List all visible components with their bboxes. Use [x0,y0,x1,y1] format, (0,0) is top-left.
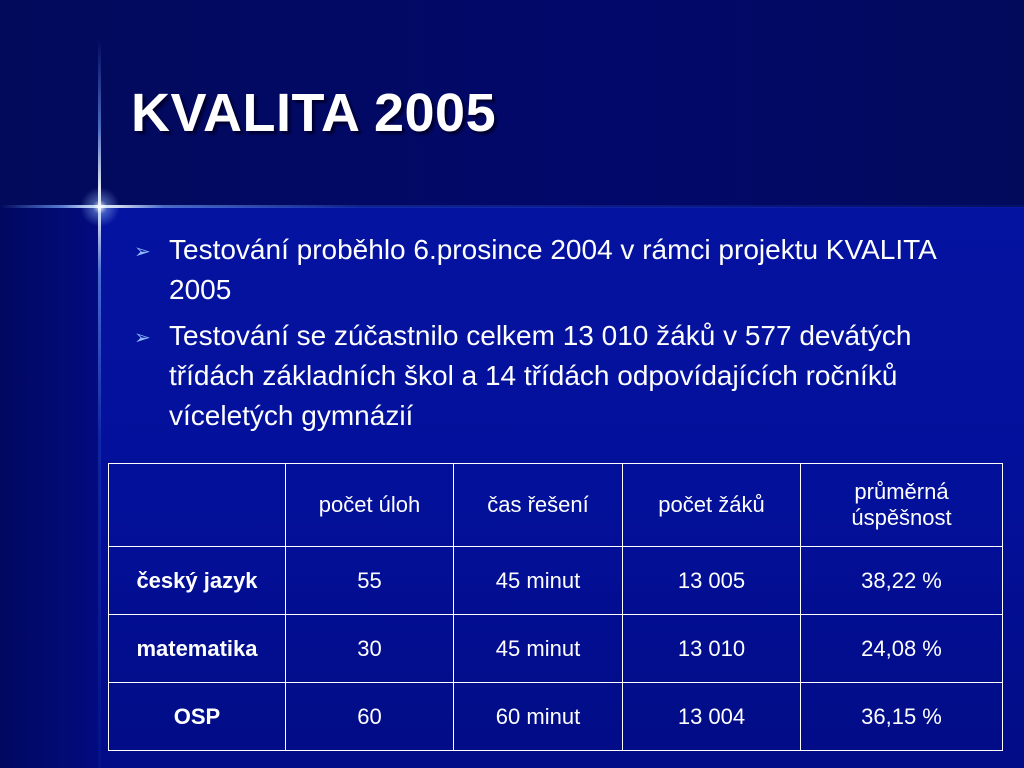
table-row [109,615,1003,683]
row-success: 24,08 % [801,615,1003,683]
vertical-light-line [98,40,101,768]
arrow-bullet-icon: ➢ [134,327,151,349]
header-cell-students: počet žáků [623,464,801,547]
sparkle-icon [80,187,120,227]
row-students: 13 004 [623,683,801,751]
row-time: 45 minut [454,547,623,615]
header-cell-tasks: počet úloh [286,464,454,547]
header-cell-empty [109,464,286,547]
row-students: 13 005 [623,547,801,615]
bullet-item [132,316,992,436]
table-header-row [109,464,1003,547]
row-subject: český jazyk [109,547,286,615]
row-success: 38,22 % [801,547,1003,615]
row-tasks: 30 [286,615,454,683]
row-time: 45 minut [454,615,623,683]
row-students: 13 010 [623,615,801,683]
row-success: 36,15 % [801,683,1003,751]
bullet-list [132,230,992,442]
bullet-text: Testování se zúčastnilo celkem 13 010 žáků v 577 devátých třídách základních škol a 14 třídách odpovídajících ročníků víceletých gymnázií [169,320,912,431]
bullet-item [132,230,992,310]
row-subject: OSP [109,683,286,751]
row-subject: matematika [109,615,286,683]
bullet-text: Testování proběhlo 6.prosince 2004 v rámci projektu KVALITA 2005 [169,234,936,305]
row-tasks: 55 [286,547,454,615]
header-cell-success: průměrná úspěšnost [801,464,1003,547]
arrow-bullet-icon: ➢ [134,241,151,263]
slide-title: KVALITA 2005 [131,83,497,143]
results-table [108,463,1003,751]
header-cell-time: čas řešení [454,464,623,547]
row-time: 60 minut [454,683,623,751]
left-band [0,207,100,768]
table-row [109,547,1003,615]
horizontal-light-line [0,205,1024,208]
table-row [109,683,1003,751]
row-tasks: 60 [286,683,454,751]
